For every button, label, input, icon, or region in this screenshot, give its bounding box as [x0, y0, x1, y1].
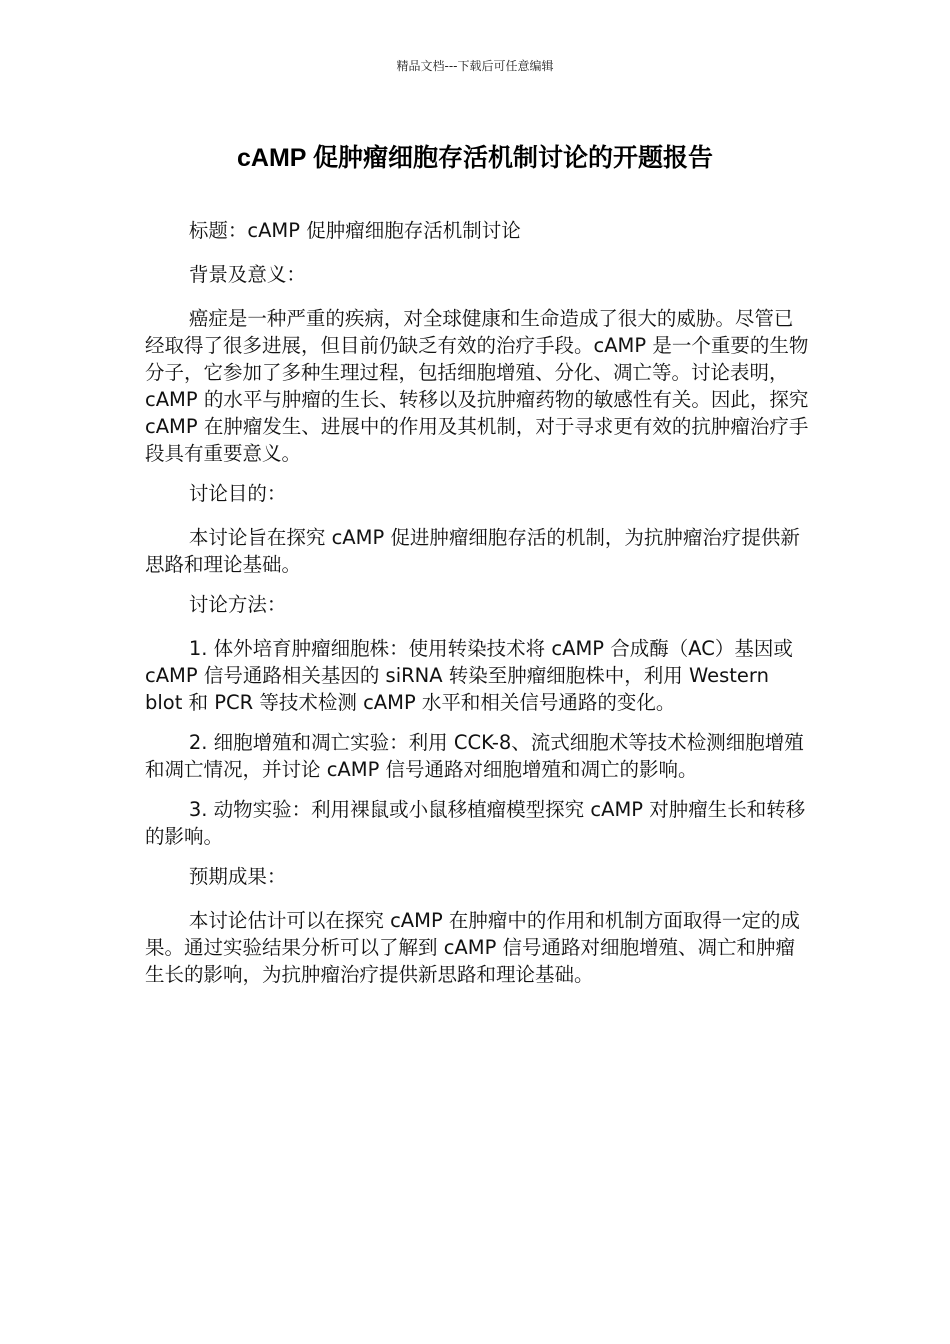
- section-heading-background: 背景及意义：: [188, 263, 306, 286]
- section-heading-outcomes: 预期成果：: [188, 865, 287, 888]
- document-title: cAMP 促肿瘤细胞存活机制讨论的开题报告: [237, 144, 713, 172]
- paragraph-background: 癌症是一种严重的疾病，对全球健康和生命造成了很大的威胁。尽管已经取得了很多进展，但目前仍缺乏有效的治疗手段。cAMP 是一个重要的生物分子，它参加了多种生理过程，包括细胞增殖、分化、凋亡等。讨论表明，cAMP 的水平与肿瘤的生长、转移以及抗肿瘤药物的敏感性有关。因此，探究 cAMP 在肿瘤发生、进展中的作用及其机制，对于寻求更有效的抗肿瘤治疗手段具有重要意义。: [145, 307, 809, 465]
- section-heading-purpose: 讨论目的：: [188, 482, 287, 505]
- method-item-1: 1. 体外培育肿瘤细胞株：使用转染技术将 cAMP 合成酶（AC）基因或 cAMP 信号通路相关基因的 siRNA 转染至肿瘤细胞株中，利用 Western blot 和 PCR 等技术检测 cAMP 水平和相关信号通路的变化。: [145, 637, 793, 714]
- header-note: 精品文档---下载后可任意编辑: [396, 59, 554, 73]
- document-body: [145, 217, 809, 1001]
- paragraph-purpose: 本讨论旨在探究 cAMP 促进肿瘤细胞存活的机制，为抗肿瘤治疗提供新思路和理论基础。: [145, 526, 800, 576]
- method-item-3: 3. 动物实验：利用裸鼠或小鼠移植瘤模型探究 cAMP 对肿瘤生长和转移的影响。: [145, 798, 806, 848]
- section-heading-methods: 讨论方法：: [188, 593, 287, 616]
- method-item-2: 2. 细胞增殖和凋亡实验：利用 CCK-8、流式细胞术等技术检测细胞增殖和凋亡情况，并讨论 cAMP 信号通路对细胞增殖和凋亡的影响。: [145, 731, 804, 781]
- title-line: 标题：cAMP 促肿瘤细胞存活机制讨论: [188, 219, 521, 242]
- paragraph-outcomes: 本讨论估计可以在探究 cAMP 在肿瘤中的作用和机制方面取得一定的成果。通过实验结果分析可以了解到 cAMP 信号通路对细胞增殖、凋亡和肿瘤生长的影响，为抗肿瘤治疗提供新思路和理论基础。: [145, 909, 800, 986]
